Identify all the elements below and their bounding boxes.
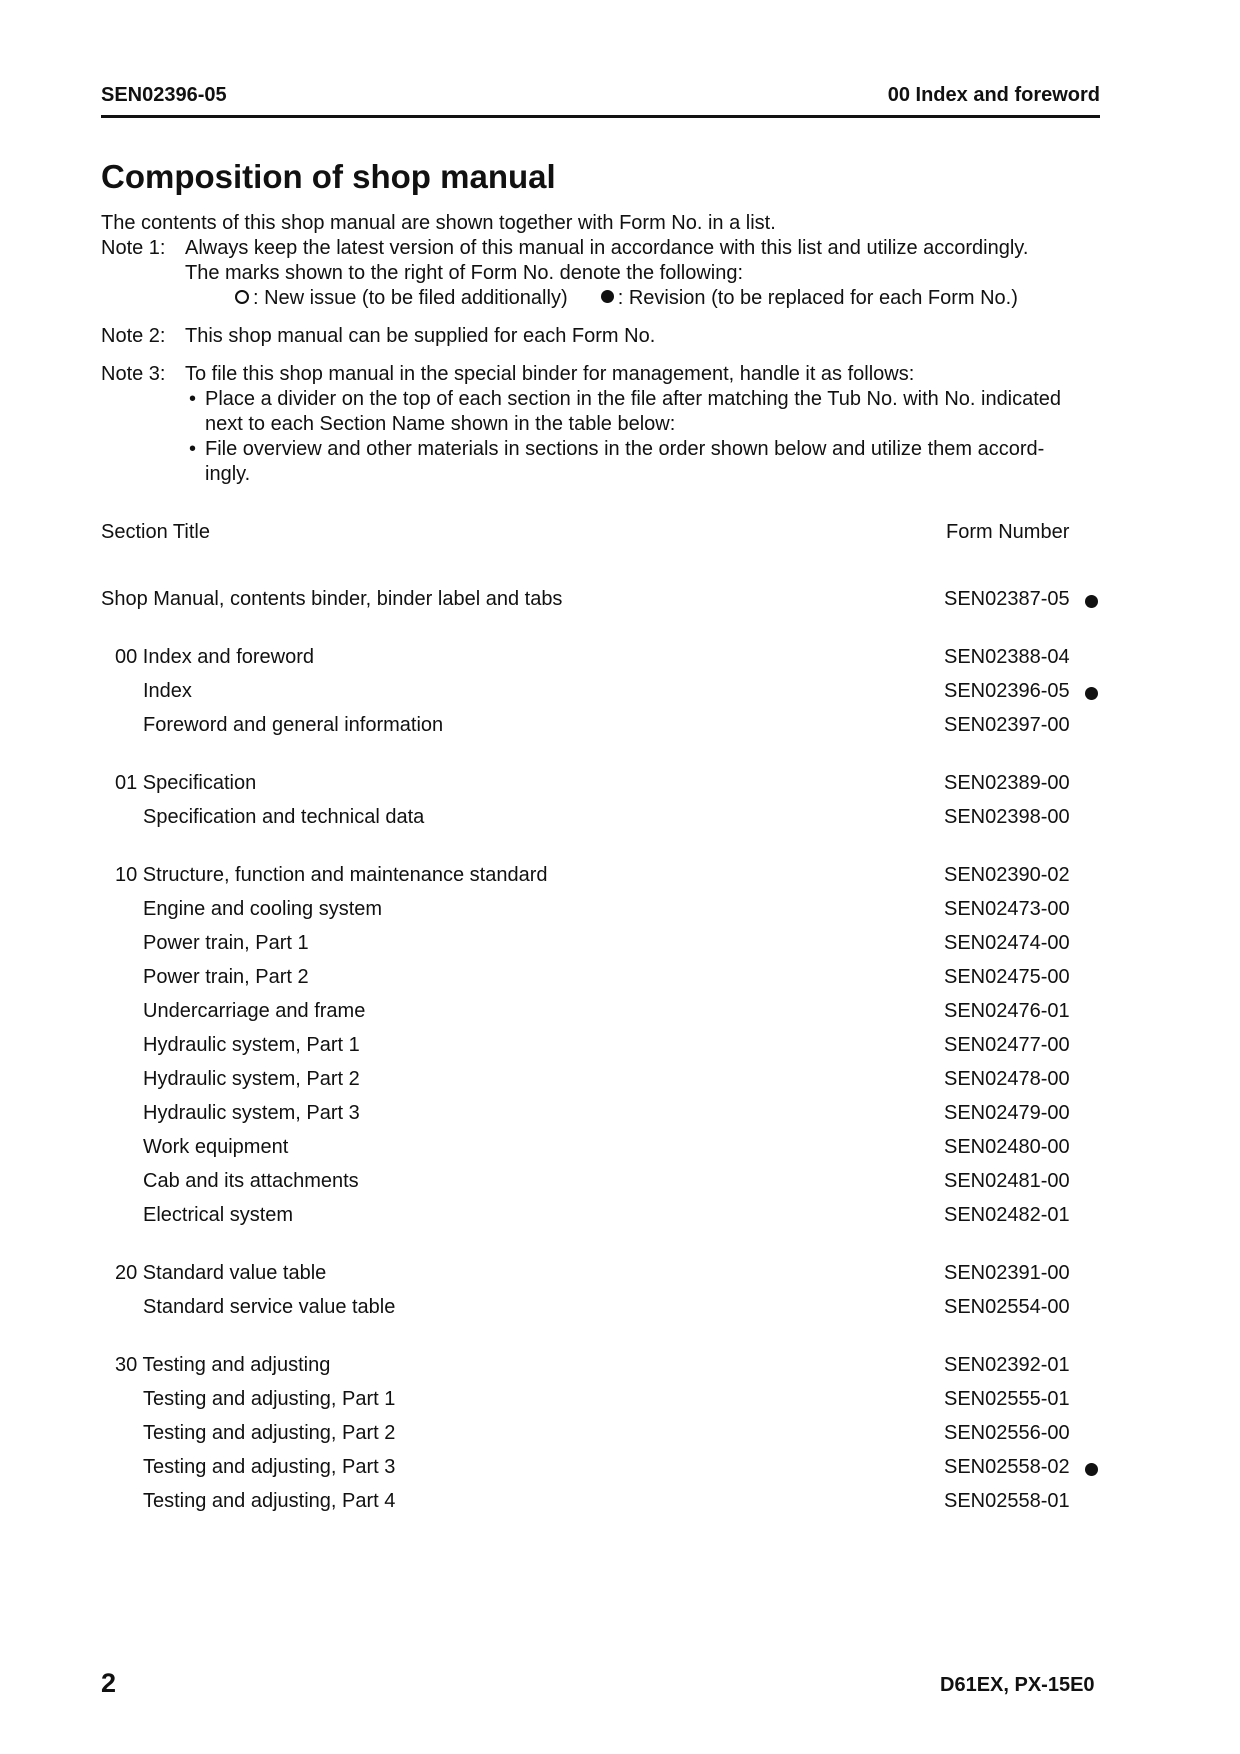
form-number: SEN02558-01 [944, 1490, 1070, 1512]
section-title: Hydraulic system, Part 2 [143, 1068, 360, 1090]
list-item [0, 1490, 1240, 1518]
section-title: Undercarriage and frame [143, 1000, 366, 1022]
form-number: SEN02554-00 [944, 1296, 1070, 1318]
bullet-1 [189, 387, 1062, 412]
bullet-1-line-1: Place a divider on the top of each section in the file after matching the Tub No. with No. indicated [205, 388, 1062, 410]
header-section: 00 Index and foreword [887, 84, 1100, 106]
list-item [0, 1204, 1240, 1232]
section-title: Electrical system [143, 1204, 294, 1226]
list-item [0, 806, 1240, 834]
form-number: SEN02476-01 [944, 1000, 1070, 1022]
section-title: 20 Standard value table [115, 1262, 327, 1284]
list-item [0, 1456, 1240, 1484]
page-number: 2 [101, 1668, 117, 1698]
form-number: SEN02396-05 [944, 680, 1070, 702]
list-item [0, 1136, 1240, 1164]
list-item [0, 966, 1240, 994]
section-title: 00 Index and foreword [115, 646, 315, 668]
bullet-2-line-2: ingly. [205, 463, 251, 485]
section-title: 01 Specification [115, 772, 257, 794]
list-item [0, 680, 1240, 708]
section-title: Specification and technical data [143, 806, 425, 828]
revision-mark-icon [1085, 595, 1098, 608]
mark-revision-label: : Revision (to be replaced for each Form No.) [617, 287, 1018, 309]
list-item [0, 1354, 1240, 1382]
form-number: SEN02392-01 [944, 1354, 1070, 1376]
mark-new-label: : New issue (to be filed additionally) [253, 287, 568, 309]
header-rule [101, 115, 1100, 118]
list-item [0, 646, 1240, 674]
form-number: SEN02397-00 [944, 714, 1070, 736]
list-item [0, 588, 1240, 616]
form-number: SEN02555-01 [944, 1388, 1070, 1410]
form-number: SEN02481-00 [944, 1170, 1070, 1192]
list-item [0, 1170, 1240, 1198]
note-3-text: To file this shop manual in the special binder for management, handle it as follows: [185, 363, 915, 385]
filled-circle-icon [601, 290, 614, 303]
form-number: SEN02480-00 [944, 1136, 1070, 1158]
list-item [0, 1296, 1240, 1324]
list-item [0, 1388, 1240, 1416]
note-1-line-2: The marks shown to the right of Form No. denote the following: [185, 262, 744, 284]
form-number: SEN02475-00 [944, 966, 1070, 988]
form-number: SEN02387-05 [944, 588, 1070, 610]
section-title: Testing and adjusting, Part 1 [143, 1388, 396, 1410]
form-number: SEN02477-00 [944, 1034, 1070, 1056]
form-number: SEN02482-01 [944, 1204, 1070, 1226]
section-title: Work equipment [143, 1136, 289, 1158]
list-item [0, 864, 1240, 892]
open-circle-icon [235, 290, 249, 304]
list-item [0, 714, 1240, 742]
list-item [0, 772, 1240, 800]
model-name: D61EX, PX-15E0 [940, 1674, 1095, 1696]
section-title: 10 Structure, function and maintenance standard [115, 864, 548, 886]
section-title: Power train, Part 1 [143, 932, 309, 954]
bullet-1-line-2: next to each Section Name shown in the table below: [205, 413, 676, 435]
form-number: SEN02389-00 [944, 772, 1070, 794]
form-number: SEN02558-02 [944, 1456, 1070, 1478]
list-item [0, 898, 1240, 926]
form-number: SEN02473-00 [944, 898, 1070, 920]
section-title: Index [143, 680, 192, 702]
intro-text: The contents of this shop manual are shown together with Form No. in a list. [101, 212, 776, 234]
list-item [0, 1034, 1240, 1062]
section-title: Testing and adjusting, Part 3 [143, 1456, 396, 1478]
note-2-label: Note 2: [101, 325, 166, 347]
form-number: SEN02478-00 [944, 1068, 1070, 1090]
section-title: Testing and adjusting, Part 4 [143, 1490, 396, 1512]
section-title: Foreword and general information [143, 714, 444, 736]
section-title: 30 Testing and adjusting [115, 1354, 331, 1376]
column-header-form: Form Number [946, 521, 1070, 543]
form-number: SEN02479-00 [944, 1102, 1070, 1124]
form-number: SEN02474-00 [944, 932, 1070, 954]
section-title: Testing and adjusting, Part 2 [143, 1422, 396, 1444]
note-1-line-1: Always keep the latest version of this manual in accordance with this list and utilize accordingly. [185, 237, 1029, 259]
list-item [0, 1068, 1240, 1096]
section-title: Engine and cooling system [143, 898, 383, 920]
list-item [0, 1262, 1240, 1290]
form-number: SEN02398-00 [944, 806, 1070, 828]
note-2-text: This shop manual can be supplied for each Form No. [185, 325, 656, 347]
column-header-title: Section Title [101, 521, 210, 543]
section-title: Hydraulic system, Part 1 [143, 1034, 360, 1056]
section-title: Power train, Part 2 [143, 966, 309, 988]
form-number: SEN02390-02 [944, 864, 1070, 886]
marks-legend [235, 286, 1018, 311]
revision-mark-icon [1085, 1463, 1098, 1476]
header-doc-id: SEN02396-05 [101, 84, 227, 106]
list-item [0, 1102, 1240, 1130]
section-title: Cab and its attachments [143, 1170, 359, 1192]
list-item [0, 1000, 1240, 1028]
page-title: Composition of shop manual [101, 158, 556, 195]
list-item [0, 932, 1240, 960]
form-number: SEN02556-00 [944, 1422, 1070, 1444]
bullet-2 [189, 437, 1045, 462]
section-title: Hydraulic system, Part 3 [143, 1102, 360, 1124]
form-number: SEN02391-00 [944, 1262, 1070, 1284]
revision-mark-icon [1085, 687, 1098, 700]
note-3-label: Note 3: [101, 363, 166, 385]
list-item [0, 1422, 1240, 1450]
bullet-icon: • [189, 388, 197, 410]
note-1-label: Note 1: [101, 237, 166, 259]
bullet-icon: • [189, 438, 197, 460]
form-number: SEN02388-04 [944, 646, 1070, 668]
section-title: Shop Manual, contents binder, binder label and tabs [101, 588, 563, 610]
bullet-2-line-1: File overview and other materials in sections in the order shown below and utilize them accord- [205, 438, 1045, 460]
section-title: Standard service value table [143, 1296, 396, 1318]
